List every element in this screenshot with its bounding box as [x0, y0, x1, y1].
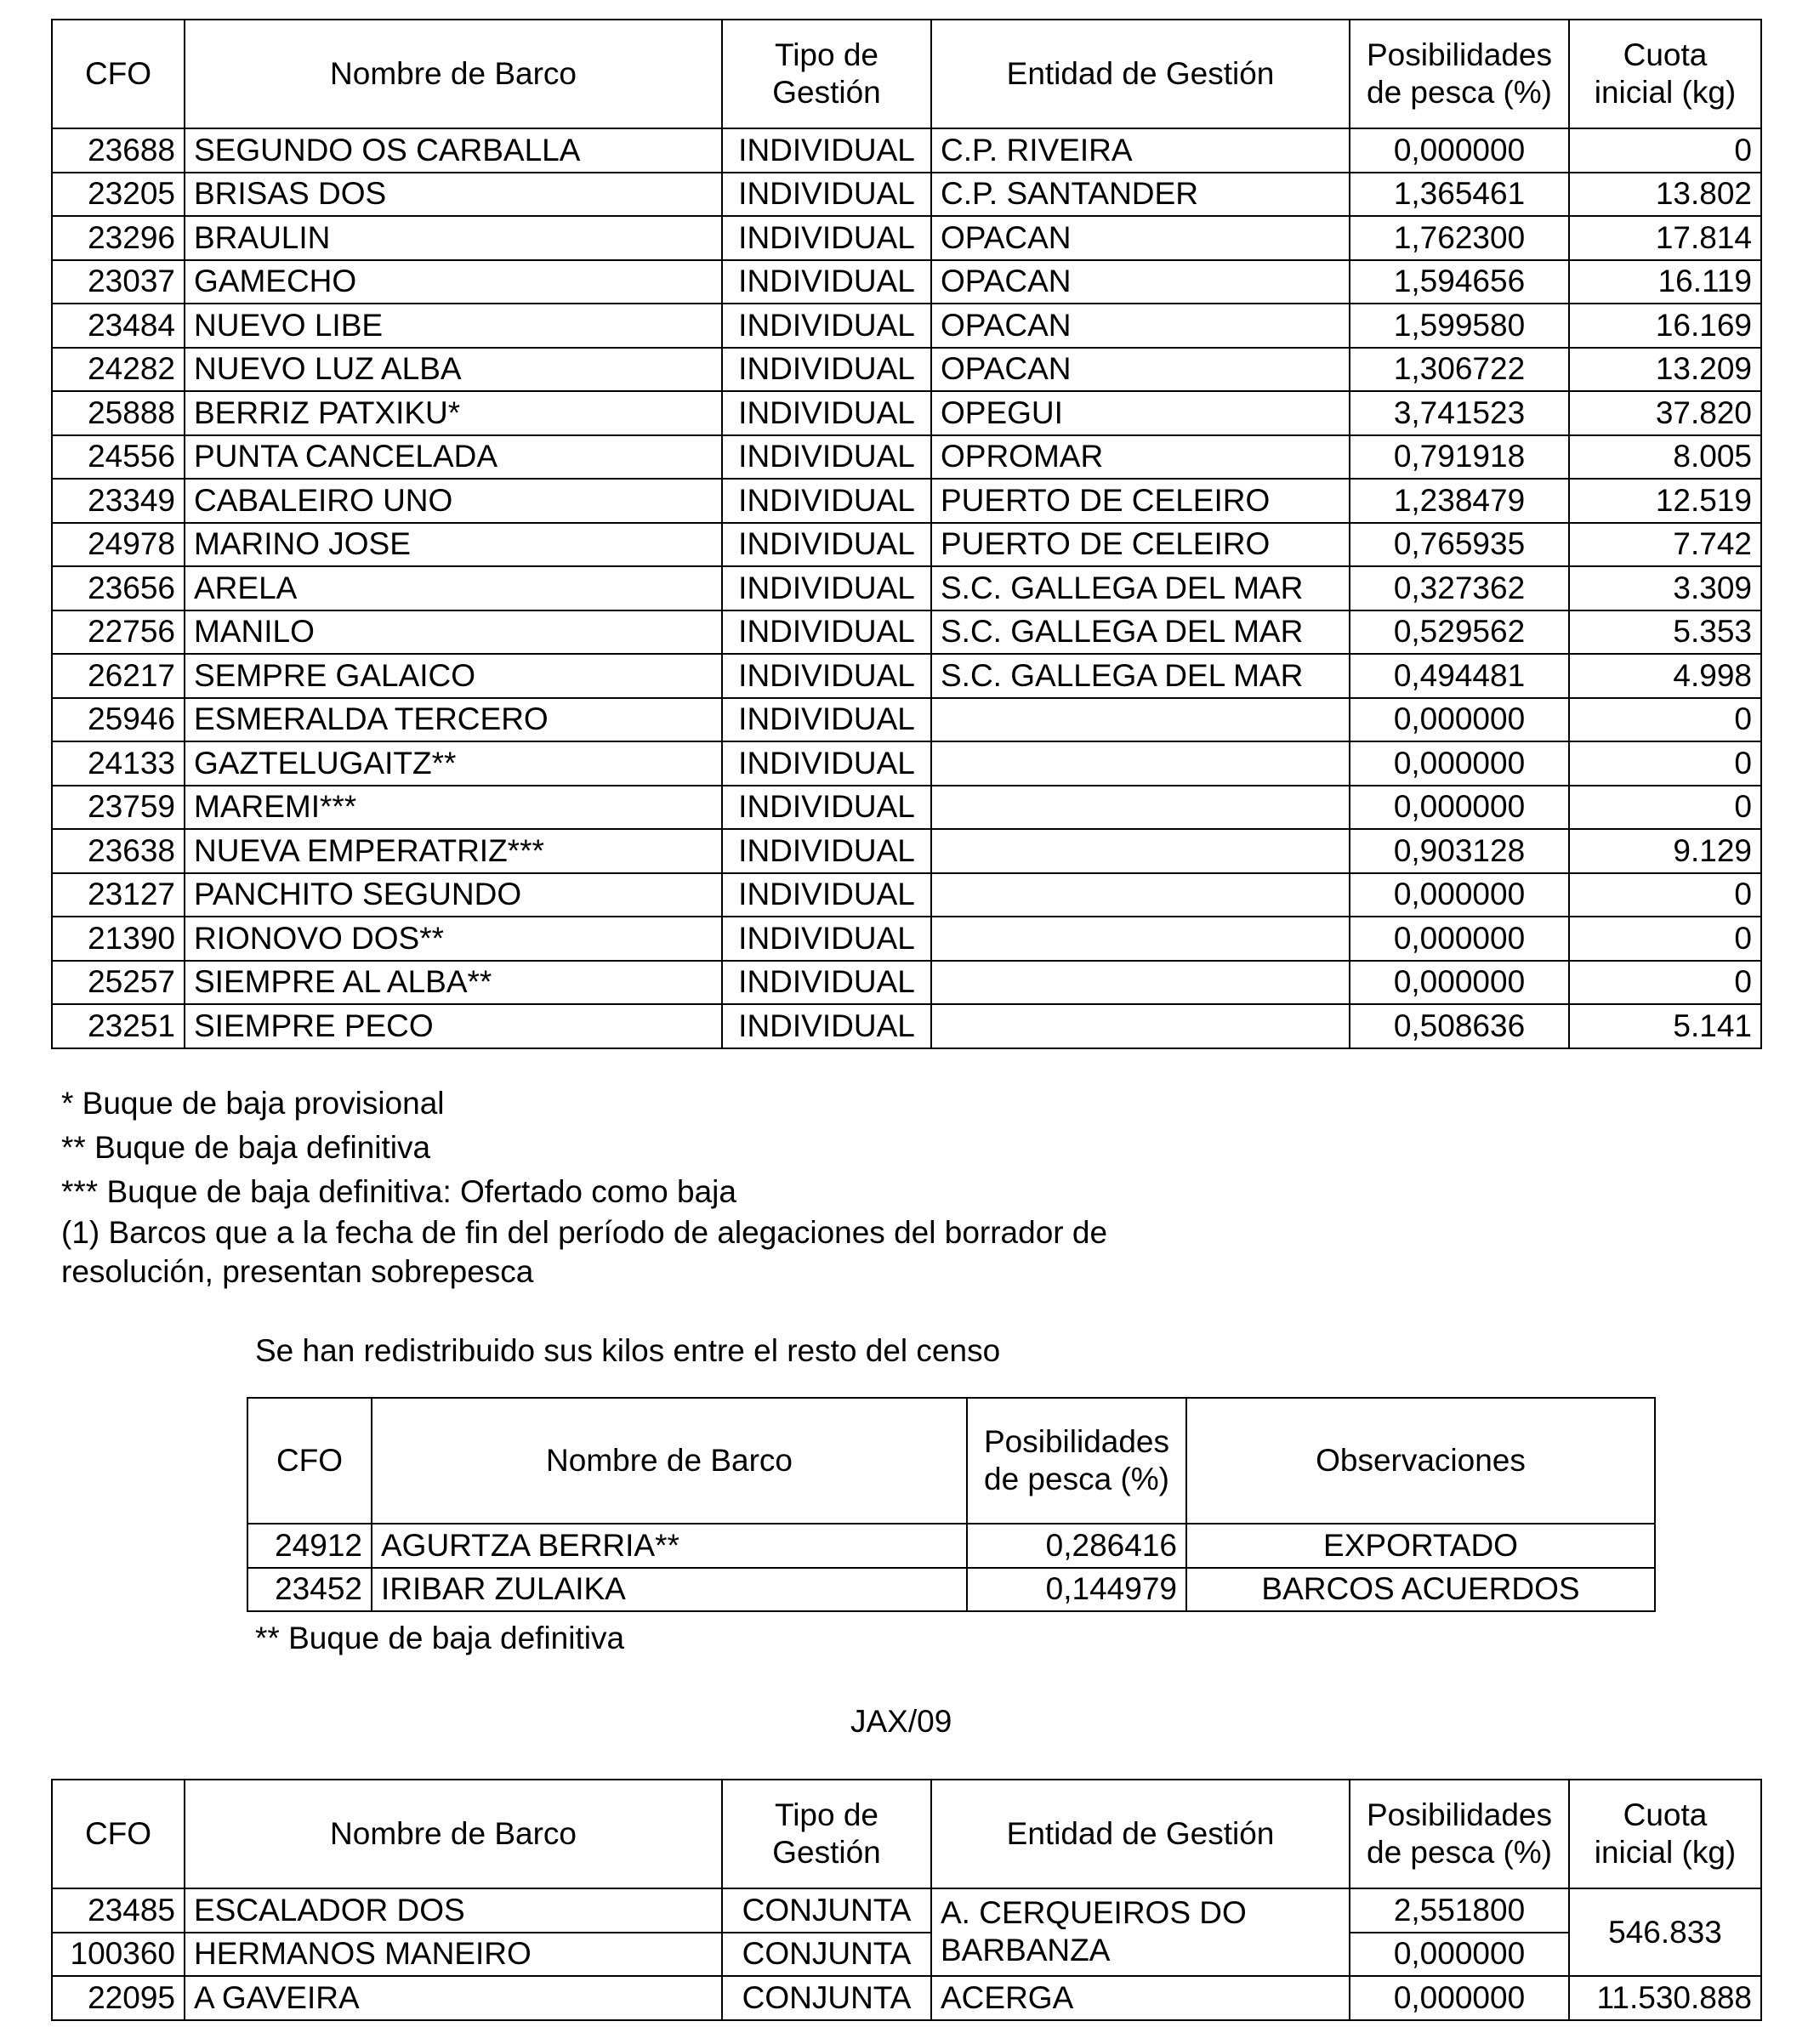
table-row: [52, 216, 1761, 260]
cell-posibilidades: 1,762300: [1350, 216, 1569, 260]
header-tipo: Tipo de Gestión: [722, 1780, 931, 1888]
note-sobrepesca-line2: resolución, presentan sobrepesca: [61, 1254, 534, 1289]
header-cfo: CFO: [247, 1398, 372, 1524]
table-row: [52, 1976, 1761, 2020]
header-entidad: Entidad de Gestión: [931, 20, 1350, 128]
cell-entidad: PUERTO DE CELEIRO: [931, 479, 1350, 523]
cell-tipo: INDIVIDUAL: [722, 610, 931, 655]
cell-tipo: INDIVIDUAL: [722, 566, 931, 610]
cell-cuota: 4.998: [1569, 654, 1761, 698]
header-tipo: Tipo de Gestión: [722, 20, 931, 128]
cell-entidad: OPACAN: [931, 304, 1350, 348]
note-baja-definitiva-2: ** Buque de baja definitiva: [255, 1621, 625, 1655]
cell-tipo: INDIVIDUAL: [722, 391, 931, 435]
cell-nombre: SEMPRE GALAICO: [185, 654, 722, 698]
cell-cfo: 23205: [52, 173, 185, 217]
cell-posibilidades: 1,594656: [1350, 260, 1569, 304]
cell-cuota: 11.530.888: [1569, 1976, 1761, 2020]
table-row: [52, 348, 1761, 392]
cell-entidad: S.C. GALLEGA DEL MAR: [931, 654, 1350, 698]
cell-cuota: 7.742: [1569, 523, 1761, 567]
cell-entidad: OPACAN: [931, 348, 1350, 392]
cell-nombre: NUEVA EMPERATRIZ***: [185, 829, 722, 873]
cell-posibilidades: 0,000000: [1350, 961, 1569, 1005]
cell-posibilidades: 0,494481: [1350, 654, 1569, 698]
cell-cfo: 25257: [52, 961, 185, 1005]
cell-tipo: CONJUNTA: [722, 1888, 931, 1933]
cell-nombre: ESMERALDA TERCERO: [185, 698, 722, 742]
cell-entidad: OPACAN: [931, 216, 1350, 260]
header-nombre: Nombre de Barco: [185, 20, 722, 128]
cell-tipo: CONJUNTA: [722, 1933, 931, 1977]
cell-nombre: MANILO: [185, 610, 722, 655]
note-baja-definitiva: ** Buque de baja definitiva: [61, 1130, 431, 1165]
table-row: [52, 304, 1761, 348]
cell-entidad: [931, 829, 1350, 873]
cell-cfo: 25946: [52, 698, 185, 742]
cell-tipo: INDIVIDUAL: [722, 741, 931, 786]
cell-posibilidades: 0,508636: [1350, 1004, 1569, 1048]
cell-cuota: 0: [1569, 961, 1761, 1005]
header-entidad: Entidad de Gestión: [931, 1780, 1350, 1888]
cell-posibilidades: 0,144979: [967, 1568, 1186, 1612]
cell-cfo: 24556: [52, 435, 185, 480]
cell-nombre: ESCALADOR DOS: [185, 1888, 722, 1933]
cell-tipo: INDIVIDUAL: [722, 829, 931, 873]
header-cuota: Cuota inicial (kg): [1569, 1780, 1761, 1888]
section-title: JAX/09: [850, 1704, 952, 1739]
cell-observaciones: EXPORTADO: [1186, 1524, 1655, 1568]
note-baja-provisional: * Buque de baja provisional: [61, 1086, 445, 1121]
cell-cfo: 26217: [52, 654, 185, 698]
table-row: [52, 128, 1761, 173]
cell-nombre: ARELA: [185, 566, 722, 610]
cell-entidad: S.C. GALLEGA DEL MAR: [931, 566, 1350, 610]
header-row: [247, 1398, 1655, 1524]
table-row: [52, 698, 1761, 742]
header-posibilidades: Posibilidades de pesca (%): [967, 1398, 1186, 1524]
cell-cfo: 23037: [52, 260, 185, 304]
cell-entidad: C.P. SANTANDER: [931, 173, 1350, 217]
cell-cfo: 23688: [52, 128, 185, 173]
cell-posibilidades: 2,551800: [1350, 1888, 1569, 1933]
header-observaciones: Observaciones: [1186, 1398, 1655, 1524]
redistrib-caption: Se han redistribuido sus kilos entre el resto del censo: [255, 1333, 1001, 1368]
header-row: [52, 20, 1761, 128]
cell-tipo: INDIVIDUAL: [722, 917, 931, 961]
cell-cuota-merged: 546.833: [1569, 1888, 1761, 1976]
cell-nombre: HERMANOS MANEIRO: [185, 1933, 722, 1977]
cell-cuota: 0: [1569, 698, 1761, 742]
cell-tipo: INDIVIDUAL: [722, 1004, 931, 1048]
cell-nombre: SIEMPRE PECO: [185, 1004, 722, 1048]
cell-cuota: 5.353: [1569, 610, 1761, 655]
table-row: [52, 1004, 1761, 1048]
cell-cuota: 0: [1569, 873, 1761, 917]
table-row: [52, 435, 1761, 480]
cell-cfo: 23127: [52, 873, 185, 917]
cell-cuota: 3.309: [1569, 566, 1761, 610]
cell-entidad: [931, 961, 1350, 1005]
cell-tipo: INDIVIDUAL: [722, 435, 931, 480]
cell-posibilidades: 0,000000: [1350, 786, 1569, 830]
cell-cuota: 37.820: [1569, 391, 1761, 435]
cell-entidad: OPACAN: [931, 260, 1350, 304]
cell-posibilidades: 0,791918: [1350, 435, 1569, 480]
redistributed-table: [247, 1397, 1656, 1612]
cell-entidad: PUERTO DE CELEIRO: [931, 523, 1350, 567]
cell-cfo: 23452: [247, 1568, 372, 1612]
table-row: [52, 786, 1761, 830]
header-nombre: Nombre de Barco: [372, 1398, 967, 1524]
header-cuota: Cuota inicial (kg): [1569, 20, 1761, 128]
cell-nombre: AGURTZA BERRIA**: [372, 1524, 967, 1568]
cell-cuota: 0: [1569, 917, 1761, 961]
cell-cfo: 22756: [52, 610, 185, 655]
table-row: [52, 741, 1761, 786]
header-row: [52, 1780, 1761, 1888]
header-posibilidades: Posibilidades de pesca (%): [1350, 20, 1569, 128]
cell-cuota: 0: [1569, 741, 1761, 786]
cell-cfo: 23638: [52, 829, 185, 873]
cell-posibilidades: 3,741523: [1350, 391, 1569, 435]
cell-cfo: 23349: [52, 479, 185, 523]
cell-nombre: PANCHITO SEGUNDO: [185, 873, 722, 917]
table-row: [52, 391, 1761, 435]
table-row: [52, 173, 1761, 217]
cell-entidad: [931, 786, 1350, 830]
cell-cfo: 22095: [52, 1976, 185, 2020]
cell-tipo: INDIVIDUAL: [722, 173, 931, 217]
table-row: [247, 1524, 1655, 1568]
table-row: [52, 829, 1761, 873]
cell-cfo: 24978: [52, 523, 185, 567]
table-row: [52, 566, 1761, 610]
cell-cuota: 9.129: [1569, 829, 1761, 873]
table-row: [52, 961, 1761, 1005]
cell-posibilidades: 0,000000: [1350, 1933, 1569, 1977]
cell-nombre: NUEVO LIBE: [185, 304, 722, 348]
note-sobrepesca-line1: (1) Barcos que a la fecha de fin del período de alegaciones del borrador de: [61, 1215, 1108, 1250]
table-row: [247, 1568, 1655, 1612]
cell-entidad: [931, 917, 1350, 961]
cell-nombre: NUEVO LUZ ALBA: [185, 348, 722, 392]
cell-cfo: 24912: [247, 1524, 372, 1568]
cell-entidad-merged: A. CERQUEIROS DO BARBANZA: [931, 1888, 1350, 1976]
main-table-body: [52, 128, 1761, 1048]
cell-posibilidades: 1,238479: [1350, 479, 1569, 523]
cell-cuota: 5.141: [1569, 1004, 1761, 1048]
cell-tipo: INDIVIDUAL: [722, 654, 931, 698]
cell-tipo: INDIVIDUAL: [722, 698, 931, 742]
table-row: [52, 1933, 1761, 1977]
cell-cfo: 23251: [52, 1004, 185, 1048]
cell-cfo: 24282: [52, 348, 185, 392]
cell-nombre: GAMECHO: [185, 260, 722, 304]
cell-nombre: IRIBAR ZULAIKA: [372, 1568, 967, 1612]
cell-tipo: INDIVIDUAL: [722, 786, 931, 830]
cell-posibilidades: 0,903128: [1350, 829, 1569, 873]
cell-nombre: GAZTELUGAITZ**: [185, 741, 722, 786]
cell-cfo: 25888: [52, 391, 185, 435]
cell-nombre: CABALEIRO UNO: [185, 479, 722, 523]
cell-posibilidades: 1,365461: [1350, 173, 1569, 217]
cell-cfo: 23759: [52, 786, 185, 830]
cell-entidad: S.C. GALLEGA DEL MAR: [931, 610, 1350, 655]
cell-observaciones: BARCOS ACUERDOS: [1186, 1568, 1655, 1612]
cell-entidad: [931, 1004, 1350, 1048]
cell-entidad: C.P. RIVEIRA: [931, 128, 1350, 173]
cell-posibilidades: 1,306722: [1350, 348, 1569, 392]
header-cfo: CFO: [52, 1780, 185, 1888]
cell-nombre: BRAULIN: [185, 216, 722, 260]
cell-entidad: [931, 741, 1350, 786]
table-row: [52, 523, 1761, 567]
cell-cuota: 0: [1569, 128, 1761, 173]
main-quota-table: [51, 19, 1762, 1049]
cell-entidad: [931, 698, 1350, 742]
cell-cfo: 21390: [52, 917, 185, 961]
note-ofertado-baja: *** Buque de baja definitiva: Ofertado como baja: [61, 1174, 736, 1209]
cell-posibilidades: 0,000000: [1350, 741, 1569, 786]
cell-entidad: OPROMAR: [931, 435, 1350, 480]
cell-posibilidades: 0,327362: [1350, 566, 1569, 610]
cell-tipo: INDIVIDUAL: [722, 479, 931, 523]
cell-posibilidades: 0,000000: [1350, 128, 1569, 173]
cell-cuota: 0: [1569, 786, 1761, 830]
cell-cfo: 24133: [52, 741, 185, 786]
cell-nombre: MARINO JOSE: [185, 523, 722, 567]
table-row: [52, 917, 1761, 961]
cell-cuota: 13.209: [1569, 348, 1761, 392]
cell-cfo: 100360: [52, 1933, 185, 1977]
cell-nombre: PUNTA CANCELADA: [185, 435, 722, 480]
cell-cfo: 23656: [52, 566, 185, 610]
cell-cuota: 12.519: [1569, 479, 1761, 523]
cell-tipo: INDIVIDUAL: [722, 304, 931, 348]
table-row: [52, 654, 1761, 698]
cell-nombre: BERRIZ PATXIKU*: [185, 391, 722, 435]
cell-cuota: 13.802: [1569, 173, 1761, 217]
cell-entidad: OPEGUI: [931, 391, 1350, 435]
cell-nombre: RIONOVO DOS**: [185, 917, 722, 961]
cell-cfo: 23484: [52, 304, 185, 348]
cell-cuota: 16.119: [1569, 260, 1761, 304]
cell-entidad: ACERGA: [931, 1976, 1350, 2020]
cell-nombre: MAREMI***: [185, 786, 722, 830]
header-posibilidades: Posibilidades de pesca (%): [1350, 1780, 1569, 1888]
cell-posibilidades: 1,599580: [1350, 304, 1569, 348]
cell-cfo: 23296: [52, 216, 185, 260]
header-nombre: Nombre de Barco: [185, 1780, 722, 1888]
cell-nombre: SIEMPRE AL ALBA**: [185, 961, 722, 1005]
table-row: [52, 610, 1761, 655]
cell-tipo: INDIVIDUAL: [722, 961, 931, 1005]
cell-tipo: INDIVIDUAL: [722, 128, 931, 173]
cell-tipo: INDIVIDUAL: [722, 260, 931, 304]
cell-tipo: INDIVIDUAL: [722, 348, 931, 392]
cell-cuota: 8.005: [1569, 435, 1761, 480]
cell-tipo: CONJUNTA: [722, 1976, 931, 2020]
table-row: [52, 479, 1761, 523]
jax09-table: [51, 1779, 1762, 2021]
cell-cfo: 23485: [52, 1888, 185, 1933]
table-row: [52, 873, 1761, 917]
table-row: [52, 1888, 1761, 1933]
cell-cuota: 17.814: [1569, 216, 1761, 260]
cell-posibilidades: 0,286416: [967, 1524, 1186, 1568]
cell-entidad: [931, 873, 1350, 917]
cell-posibilidades: 0,000000: [1350, 873, 1569, 917]
cell-tipo: INDIVIDUAL: [722, 523, 931, 567]
cell-tipo: INDIVIDUAL: [722, 873, 931, 917]
cell-posibilidades: 0,529562: [1350, 610, 1569, 655]
cell-posibilidades: 0,765935: [1350, 523, 1569, 567]
header-cfo: CFO: [52, 20, 185, 128]
cell-posibilidades: 0,000000: [1350, 698, 1569, 742]
cell-tipo: INDIVIDUAL: [722, 216, 931, 260]
cell-nombre: BRISAS DOS: [185, 173, 722, 217]
cell-nombre: A GAVEIRA: [185, 1976, 722, 2020]
cell-nombre: SEGUNDO OS CARBALLA: [185, 128, 722, 173]
cell-posibilidades: 0,000000: [1350, 917, 1569, 961]
cell-posibilidades: 0,000000: [1350, 1976, 1569, 2020]
cell-cuota: 16.169: [1569, 304, 1761, 348]
table-row: [52, 260, 1761, 304]
